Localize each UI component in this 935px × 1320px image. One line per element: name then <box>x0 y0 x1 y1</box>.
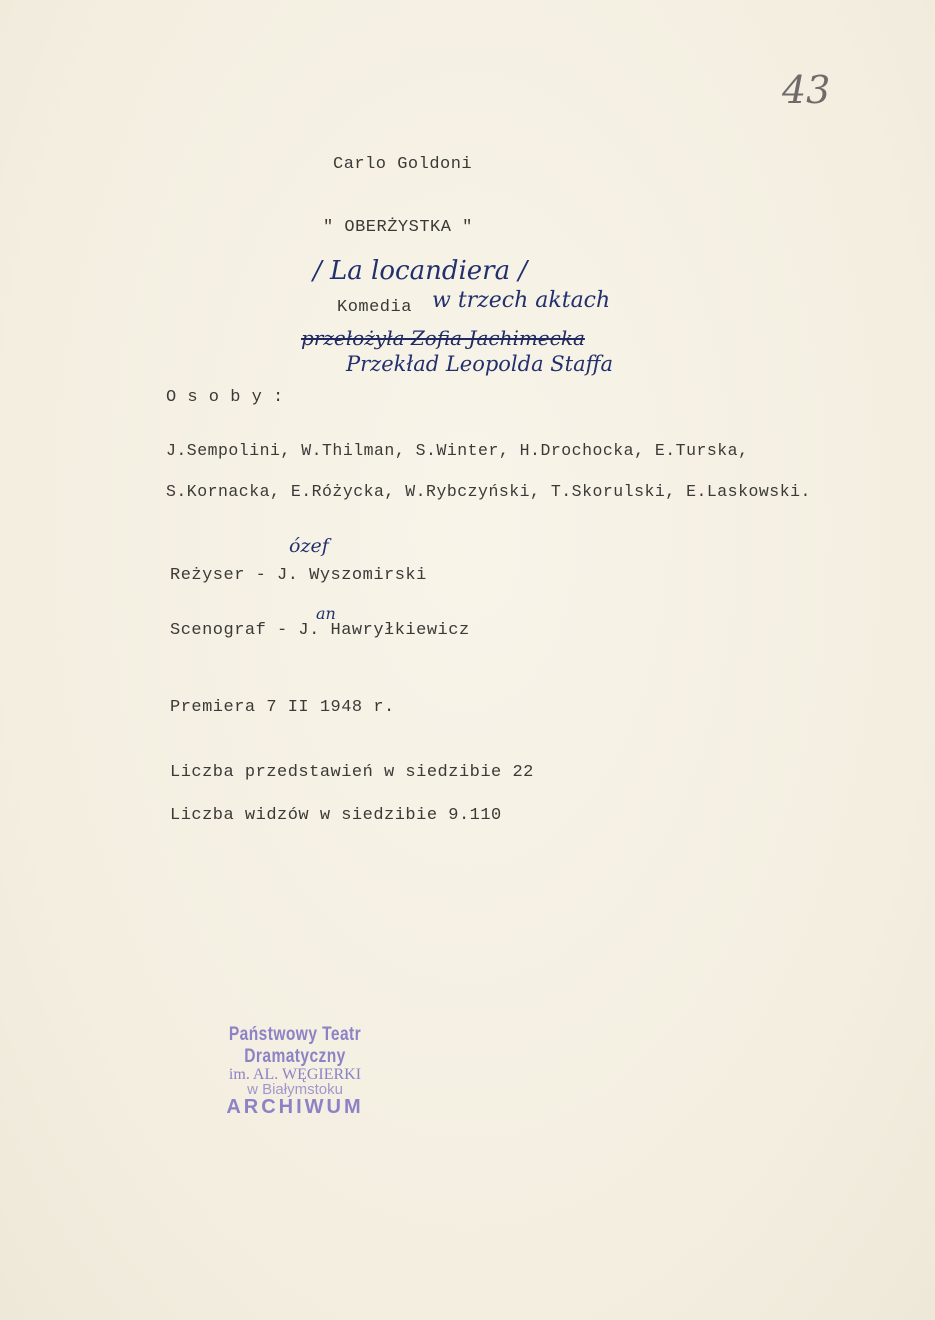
designer-line: Scenograf - J. Hawryłkiewicz <box>170 621 470 640</box>
cast-line-1: J.Sempolini, W.Thilman, S.Winter, H.Drochocka, E.Turska, <box>166 441 749 460</box>
director-line: Reżyser - J. Wyszomirski <box>170 566 427 585</box>
archive-stamp <box>180 1024 410 1119</box>
genre-handwritten: w trzech aktach <box>432 288 611 313</box>
stamp-patron: im. AL. WĘGIERKI <box>228 1066 362 1083</box>
genre-typed: Komedia <box>337 298 412 317</box>
stamp-city: w Białymstoku <box>247 1081 343 1098</box>
translator-crossed-out: przełożyła Zofia Jachimecka <box>301 326 585 350</box>
audience-line: Liczba widzów w siedzibie 9.110 <box>170 806 502 825</box>
translator-handwritten: Przekład Leopolda Staffa <box>346 352 614 376</box>
cast-line-2: S.Kornacka, E.Różycka, W.Rybczyński, T.Skorulski, E.Laskowski. <box>166 482 811 501</box>
stamp-theatre-name: Państwowy Teatr Dramatyczny <box>228 1024 362 1067</box>
original-title-handwritten: / La locandiera / <box>313 256 528 286</box>
designer-handwritten: an <box>316 604 336 623</box>
title: " OBERŻYSTKA " <box>323 218 473 237</box>
director-handwritten: ózef <box>289 535 329 557</box>
premiere-line: Premiera 7 II 1948 r. <box>170 698 395 717</box>
author: Carlo Goldoni <box>333 155 473 174</box>
stamp-archive-label: ARCHIWUM <box>226 1096 364 1118</box>
performances-line: Liczba przedstawień w siedzibie 22 <box>170 763 534 782</box>
page-number: 43 <box>782 68 831 112</box>
cast-label: O s o b y : <box>166 388 284 407</box>
